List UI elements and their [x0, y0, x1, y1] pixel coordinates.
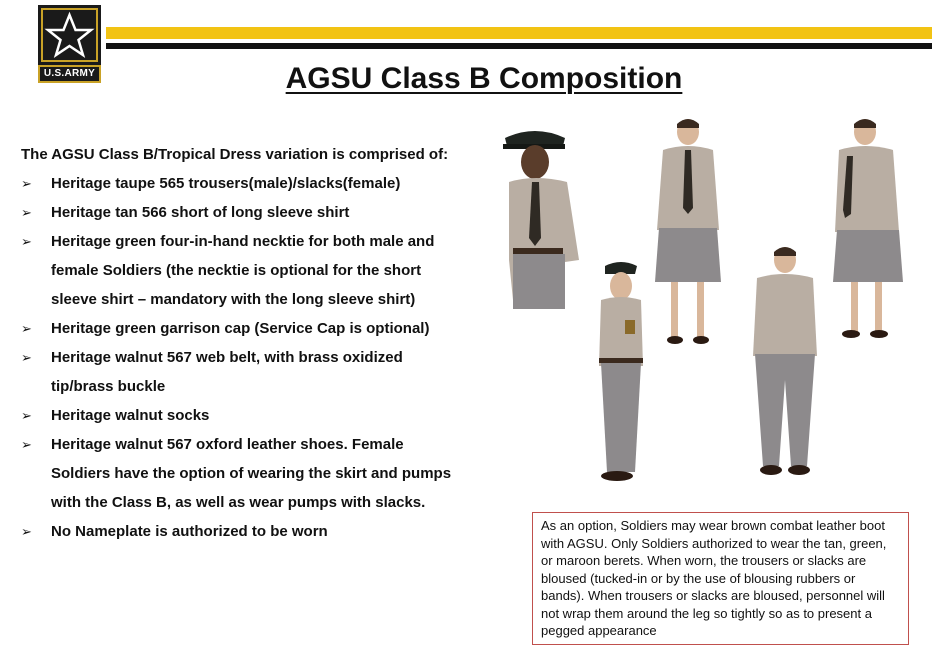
list-item: ➢ No Nameplate is authorized to be worn	[21, 517, 461, 546]
uniform-photos	[495, 110, 935, 490]
header-gold-stripe	[106, 27, 932, 39]
logo-text: U.S.ARMY	[38, 65, 101, 83]
bullet-list	[21, 169, 461, 546]
soldier-female-skirt-front	[655, 119, 721, 344]
arrow-bullet-icon: ➢	[21, 408, 32, 423]
boot-option-note: As an option, Soldiers may wear brown combat leather boot with AGSU. Only Soldiers authorized to wear the tan, green, or maroon berets. When worn, the trousers or slacks are bloused (tucked-in or by the use of blousing rubbers or bands). When trousers or slacks are bloused, personnel will not wrap them around the leg so tightly so as to present a pegged appearance	[532, 512, 909, 645]
page-title: AGSU Class B Composition	[285, 62, 683, 95]
soldier-female-slacks-front	[753, 247, 817, 475]
soldier-male-short-sleeve-side	[599, 262, 643, 481]
composition-list	[21, 140, 461, 546]
arrow-bullet-icon: ➢	[21, 350, 32, 365]
arrow-bullet-icon: ➢	[21, 234, 32, 249]
army-star-emblem	[41, 8, 98, 62]
list-item: ➢ Heritage green four-in-hand necktie for both male and female Soldiers (the necktie is optional for the short sleeve shirt – mandatory with the long sleeve shirt)	[21, 227, 461, 314]
list-item: ➢ Heritage walnut 567 web belt, with brass oxidized tip/brass buckle	[21, 343, 461, 401]
arrow-bullet-icon: ➢	[21, 524, 32, 539]
arrow-bullet-icon: ➢	[21, 176, 32, 191]
list-item: ➢ Heritage walnut socks	[21, 401, 461, 430]
list-item: ➢ Heritage green garrison cap (Service Cap is optional)	[21, 314, 461, 343]
intro-text: The AGSU Class B/Tropical Dress variation is comprised of:	[21, 146, 449, 163]
arrow-bullet-icon: ➢	[21, 321, 32, 336]
list-item: ➢ Heritage walnut 567 oxford leather shoes. Female Soldiers have the option of wearing the skirt and pumps with the Class B, as well as wear pumps with slacks.	[21, 430, 461, 517]
soldier-female-skirt-angled	[833, 119, 903, 338]
list-item: ➢ Heritage taupe 565 trousers(male)/slacks(female)	[21, 169, 461, 198]
header-black-stripe	[106, 43, 932, 49]
arrow-bullet-icon: ➢	[21, 205, 32, 220]
arrow-bullet-icon: ➢	[21, 437, 32, 452]
soldier-male-long-sleeve	[503, 131, 579, 309]
star-icon	[43, 10, 96, 60]
list-item: ➢ Heritage tan 566 short of long sleeve shirt	[21, 198, 461, 227]
